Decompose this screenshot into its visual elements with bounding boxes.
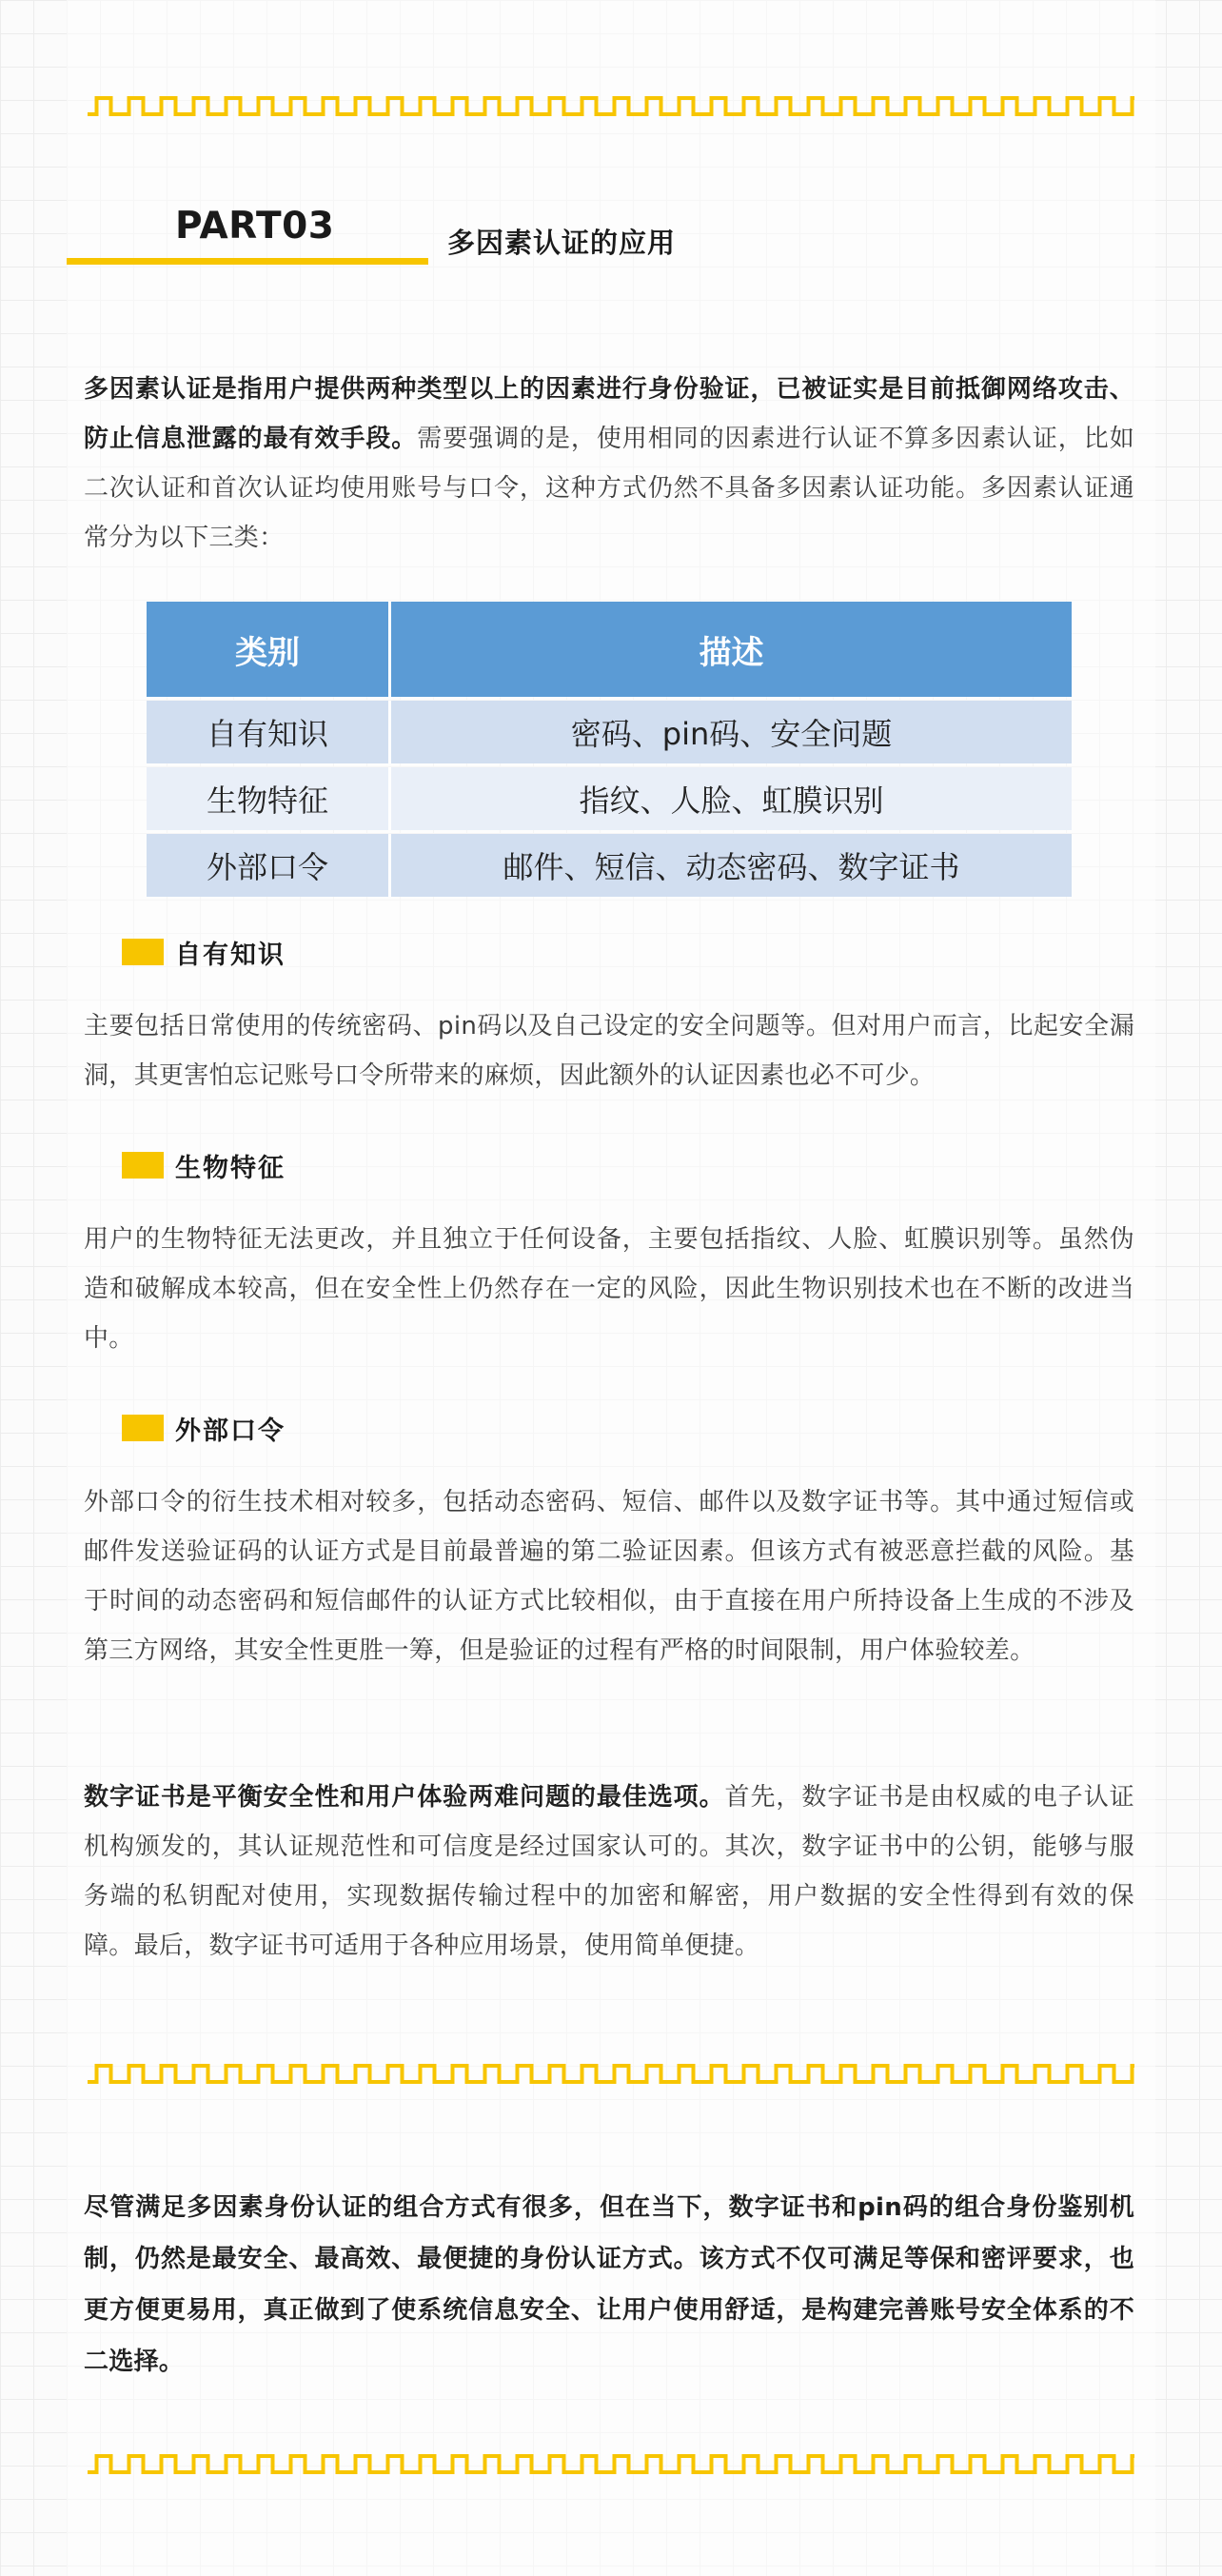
cert-rest: 首先，数字证书是由权威的电子认证机构颁发的，其认证规范性和可信度是经过国家认可的。其次，数字证书中的公钥，能够与服务端的私钥配对使用，实现数据传输过程中的加密和解密，用户数据的安全性得到有效的保障。最后，数字证书可适用于各种应用场景，使用简单便捷。 <box>84 1783 1134 1960</box>
section-heading-label: 自有知识 <box>175 940 286 970</box>
part-underline <box>67 258 428 265</box>
table-cell-description: 邮件、短信、动态密码、数字证书 <box>391 834 1072 897</box>
table-cell-category: 自有知识 <box>147 701 391 763</box>
zigzag-line <box>88 98 1134 114</box>
zigzag-line <box>88 2066 1134 2082</box>
section-heading-biometric <box>122 1149 286 1181</box>
category-table <box>147 598 1072 901</box>
section-paragraph-knowledge: 主要包括日常使用的传统密码、pin码以及自己设定的安全问题等。但对用户而言，比起安全漏洞，其更害怕忘记账号口令所带来的麻烦，因此额外的认证因素也必不可少。 <box>84 1012 1134 1090</box>
heading-marker <box>122 939 164 965</box>
table-row <box>147 701 1072 763</box>
heading-marker <box>122 1152 164 1179</box>
part-tag: PART03 <box>175 205 335 248</box>
table-cell-category: 外部口令 <box>147 834 391 897</box>
table-cell-category: 生物特征 <box>147 767 391 830</box>
section-heading-external-token <box>122 1412 286 1444</box>
cert-bold: 数字证书是平衡安全性和用户体验两难问题的最佳选项。 <box>84 1783 725 1812</box>
intro-paragraph <box>84 365 1134 563</box>
table-cell-description: 指纹、人脸、虹膜识别 <box>391 767 1072 830</box>
table-row <box>147 767 1072 830</box>
table-row <box>147 834 1072 897</box>
section-paragraph-biometric: 用户的生物特征无法更改，并且独立于任何设备，主要包括指纹、人脸、虹膜识别等。虽然伪造和破解成本较高，但在安全性上仍然存在一定的风险，因此生物识别技术也在不断的改进当中。 <box>84 1225 1134 1353</box>
section-paragraph-external-token: 外部口令的衍生技术相对较多，包括动态密码、短信、邮件以及数字证书等。其中通过短信或邮件发送验证码的认证方式是目前最普遍的第二验证因素。但该方式有被恶意拦截的风险。基于时间的动态密码和短信邮件的认证方式比较相似，由于直接在用户所持设备上生成的不涉及第三方网络，其安全性更胜一筹，但是验证的过程有严格的时间限制，用户体验较差。 <box>84 1488 1134 1665</box>
zigzag-divider-top <box>88 93 1134 122</box>
section-heading-label: 外部口令 <box>175 1416 286 1446</box>
intro-bold: 多因素认证是指用户提供两种类型以上的因素进行身份验证，已被证实是目前抵御网络攻击、防止信息泄露的最有效手段。 <box>84 375 1134 453</box>
zigzag-line <box>88 2456 1134 2472</box>
part-header <box>67 205 1114 271</box>
conclusion-paragraph: 尽管满足多因素身份认证的组合方式有很多，但在当下，数字证书和pin码的组合身份鉴别机制，仍然是最安全、最高效、最便捷的身份认证方式。该方式不仅可满足等保和密评要求，也更方便更易用，真正做到了使系统信息安全、让用户使用舒适，是构建完善账号安全体系的不二选择。 <box>84 2193 1134 2376</box>
heading-marker <box>122 1415 164 1441</box>
intro-rest: 需要强调的是，使用相同的因素进行认证不算多因素认证，比如二次认证和首次认证均使用账号与口令，这种方式仍然不具备多因素认证功能。多因素认证通常分为以下三类： <box>84 425 1134 552</box>
table-header-description: 描述 <box>391 602 1072 697</box>
zigzag-divider-bottom <box>88 2451 1134 2480</box>
table-header-row <box>147 602 1072 697</box>
section-heading-label: 生物特征 <box>175 1153 286 1183</box>
zigzag-divider-middle <box>88 2061 1134 2090</box>
cert-paragraph <box>84 1773 1134 1971</box>
table-cell-description: 密码、pin码、安全问题 <box>391 701 1072 763</box>
part-title: 多因素认证的应用 <box>447 227 677 259</box>
section-heading-knowledge <box>122 936 286 968</box>
table-header-category: 类别 <box>147 602 391 697</box>
